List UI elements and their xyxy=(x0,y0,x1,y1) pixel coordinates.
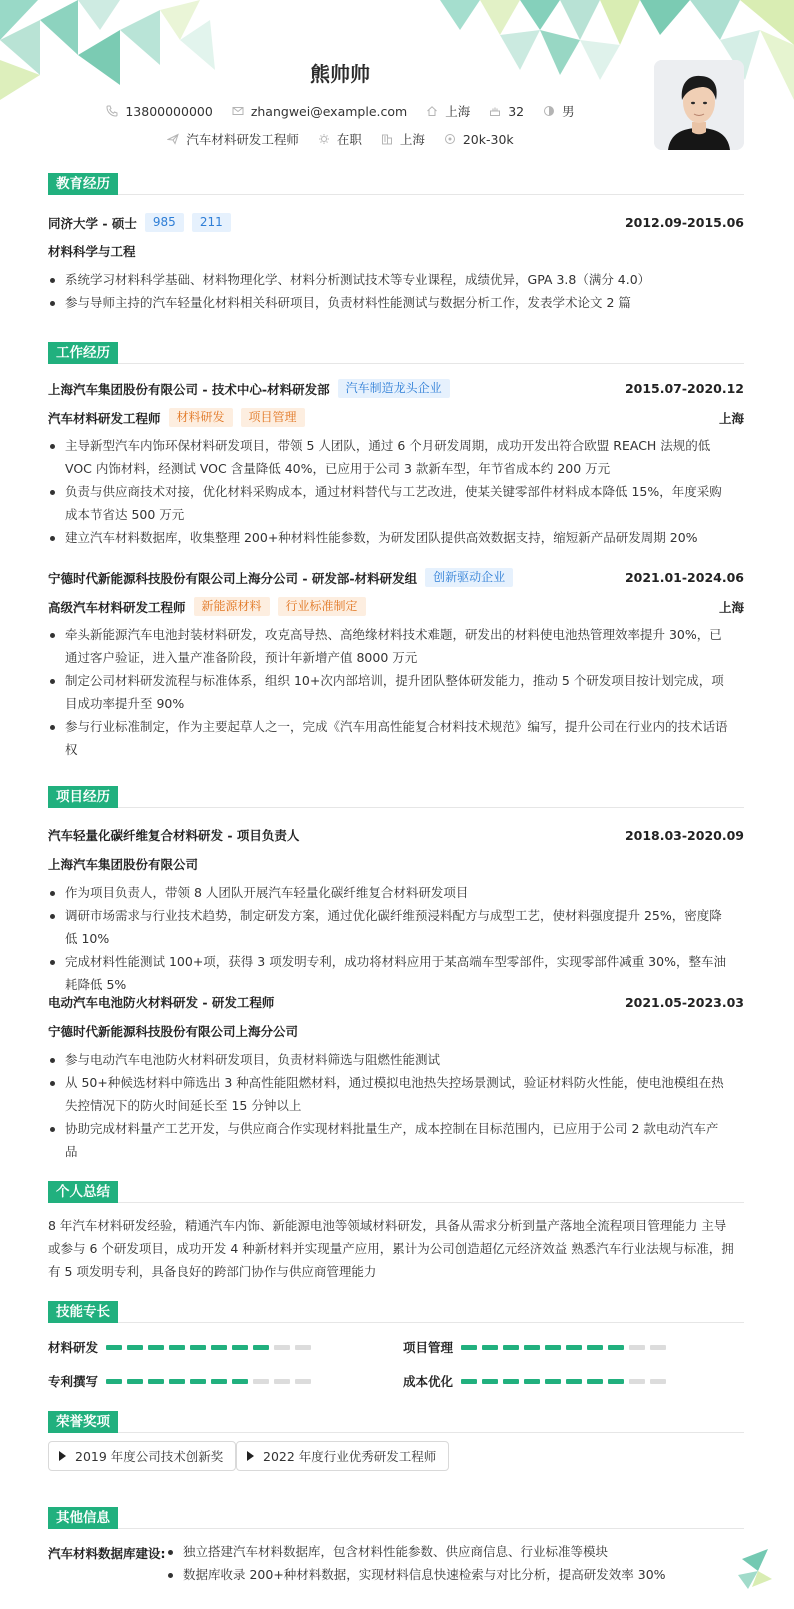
skill-segment-filled xyxy=(545,1345,561,1350)
other-section xyxy=(48,1507,744,1582)
list-item: 主导新型汽车内饰环保材料研发项目，带领 5 人团队，通过 6 个月研发周期，成功开发出符合欧盟 REACH 法规的低 VOC 内饰材料，经测试 VOC 含量降低 40%，已应用于公司 3 款新车型，年节省成本约 200 万元 xyxy=(48,434,728,480)
skill-name: 材料研发 xyxy=(48,1340,99,1355)
position-tag: 新能源材料 xyxy=(194,597,270,616)
skill-segment-filled xyxy=(608,1379,624,1384)
skill-name: 成本优化 xyxy=(403,1374,454,1389)
gender-info xyxy=(542,102,575,120)
skill-segment-empty xyxy=(629,1345,645,1350)
gender-icon xyxy=(542,104,556,118)
list-item: 协助完成材料量产工艺开发，与供应商合作实现材料批量生产，成本控制在目标范围内，已应用于公司 2 款电动汽车产品 xyxy=(48,1117,728,1163)
company-tag: 汽车制造龙头企业 xyxy=(338,379,450,398)
work-header xyxy=(48,342,744,364)
list-item: 调研市场需求与行业技术趋势，制定研发方案，通过优化碳纤维预浸料配方与成型工艺，使材料强度提升 25%，密度降低 10% xyxy=(48,904,728,950)
job-city: 上海 xyxy=(718,410,744,426)
phone-info xyxy=(105,104,212,119)
project-company: 上海汽车集团股份有限公司 xyxy=(48,857,199,872)
status-value: 在职 xyxy=(336,132,362,147)
major-name: 材料科学与工程 xyxy=(48,244,136,259)
skills-section xyxy=(48,1301,744,1389)
gender-value: 男 xyxy=(562,104,575,119)
list-item: 参与电动汽车电池防火材料研发项目，负责材料筛选与阻燃性能测试 xyxy=(48,1048,728,1071)
award-label: 2019 年度公司技术创新奖 xyxy=(75,1449,224,1464)
skill-segment-filled xyxy=(524,1379,540,1384)
project-bullets xyxy=(48,881,728,996)
skill-item xyxy=(403,1372,671,1390)
footer-decoration xyxy=(738,1549,772,1589)
skill-segment-empty xyxy=(629,1379,645,1384)
skill-segment-filled xyxy=(190,1345,206,1350)
job-bullets xyxy=(48,623,728,761)
skill-name: 专利撰写 xyxy=(48,1374,99,1389)
salary-value: 20k-30k xyxy=(462,131,514,147)
skill-segment-empty xyxy=(650,1345,666,1350)
education-section xyxy=(48,173,744,310)
list-item: 制定公司材料研发流程与标准体系，组织 10+次内部培训，提升团队整体研发能力，推动 5 个研发项目按计划完成，项目成功率提升至 90% xyxy=(48,669,728,715)
company-name: 上海汽车集团股份有限公司 - 技术中心-材料研发部 xyxy=(48,381,330,397)
skill-segment-filled xyxy=(608,1345,624,1350)
skill-segment-empty xyxy=(274,1379,290,1384)
skill-item xyxy=(403,1338,671,1356)
work-section xyxy=(48,342,744,757)
list-item: 作为项目负责人，带领 8 人团队开展汽车轻量化碳纤维复合材料研发项目 xyxy=(48,881,728,904)
skill-segment-empty xyxy=(295,1345,311,1350)
skill-segment-filled xyxy=(106,1379,122,1384)
status-info xyxy=(317,130,362,148)
skill-segment-empty xyxy=(295,1379,311,1384)
plane-icon xyxy=(166,132,180,146)
contact-row xyxy=(0,102,680,120)
list-item: 建立汽车材料数据库，收集整理 200+种材料性能参数，为研发团队提供高效数据支持，缩短新产品研发周期 20% xyxy=(48,526,728,549)
skill-segment-filled xyxy=(461,1345,477,1350)
project-company-row xyxy=(48,855,744,873)
triangle-bullet-icon xyxy=(247,1451,254,1461)
list-item: 参与行业标准制定，作为主要起草人之一，完成《汽车用高性能复合材料技术规范》编写，提升公司在行业内的技术话语权 xyxy=(48,715,728,761)
skill-segment-filled xyxy=(232,1379,248,1384)
skill-segment-filled xyxy=(148,1379,164,1384)
skill-segment-filled xyxy=(169,1379,185,1384)
skill-segment-filled xyxy=(106,1345,122,1350)
skill-segment-filled xyxy=(127,1379,143,1384)
skill-level-bar xyxy=(461,1345,671,1350)
location-value: 上海 xyxy=(445,104,471,119)
skill-item xyxy=(48,1338,316,1356)
section-title: 个人总结 xyxy=(48,1181,118,1203)
other-bullets xyxy=(166,1540,726,1586)
section-title: 其他信息 xyxy=(48,1507,118,1529)
skill-level-bar xyxy=(106,1379,316,1384)
job-intent-row xyxy=(0,130,680,148)
award-label: 2022 年度行业优秀研发工程师 xyxy=(263,1449,437,1464)
company-name: 宁德时代新能源科技股份有限公司上海分公司 - 研发部-材料研发组 xyxy=(48,570,418,586)
list-item: 从 50+种候选材料中筛选出 3 种高性能阻燃材料，通过模拟电池热失控场景测试，验证材料防火性能，使电池模组在热失控情况下的防火时间延长至 15 分钟以上 xyxy=(48,1071,728,1117)
building-icon xyxy=(380,132,394,146)
skill-segment-filled xyxy=(566,1379,582,1384)
section-title: 项目经历 xyxy=(48,786,118,808)
skill-segment-filled xyxy=(232,1345,248,1350)
summary-section xyxy=(48,1181,744,1279)
summary-header xyxy=(48,1181,744,1203)
skill-segment-filled xyxy=(482,1345,498,1350)
email-info xyxy=(231,104,407,119)
list-item: 数据库收录 200+种材料数据，实现材料信息快速检索与对比分析，提高研发效率 30% xyxy=(166,1563,726,1586)
skill-segment-empty xyxy=(253,1379,269,1384)
job-position-row xyxy=(48,408,744,427)
award-item xyxy=(236,1441,449,1471)
email-address: zhangwei@example.com xyxy=(250,103,408,119)
skill-segment-filled xyxy=(566,1345,582,1350)
school-tag: 985 xyxy=(145,213,184,232)
education-date: 2012.09-2015.06 xyxy=(624,215,744,230)
salary-info xyxy=(443,132,514,147)
project-bullets xyxy=(48,1048,728,1163)
other-header xyxy=(48,1507,744,1529)
mail-icon xyxy=(231,104,245,118)
section-title: 工作经历 xyxy=(48,342,118,364)
school-tag: 211 xyxy=(192,213,231,232)
skill-segment-filled xyxy=(461,1379,477,1384)
project-date: 2021.05-2023.03 xyxy=(624,994,744,1010)
position-name: 高级汽车材料研发工程师 xyxy=(48,599,186,615)
skill-segment-filled xyxy=(253,1345,269,1350)
section-title: 荣誉奖项 xyxy=(48,1411,118,1433)
age-value: 32 xyxy=(508,103,525,119)
list-item: 参与导师主持的汽车轻量化材料相关科研项目，负责材料性能测试与数据分析工作，发表学术论文 2 篇 xyxy=(48,291,728,314)
job-company-row xyxy=(48,568,744,587)
projects-header xyxy=(48,786,744,808)
skill-segment-filled xyxy=(545,1379,561,1384)
project-company-row xyxy=(48,1022,744,1040)
position-name: 汽车材料研发工程师 xyxy=(48,410,161,426)
job-date: 2021.01-2024.06 xyxy=(624,570,744,585)
skill-segment-filled xyxy=(503,1345,519,1350)
position-tag: 材料研发 xyxy=(169,408,233,427)
skill-segment-empty xyxy=(650,1379,666,1384)
company-tag: 创新驱动企业 xyxy=(425,568,513,587)
job-title-info xyxy=(166,130,299,148)
skill-segment-filled xyxy=(587,1379,603,1384)
skill-segment-filled xyxy=(482,1379,498,1384)
project-title-row xyxy=(48,826,744,844)
triangle-bullet-icon xyxy=(59,1451,66,1461)
skill-segment-filled xyxy=(148,1345,164,1350)
list-item: 完成材料性能测试 100+项，获得 3 项发明专利，成功将材料应用于某高端车型零部件，实现零部件减重 30%，整车油耗降低 5% xyxy=(48,950,728,996)
project-name: 汽车轻量化碳纤维复合材料研发 - 项目负责人 xyxy=(48,828,300,843)
age-info xyxy=(488,104,524,119)
status-icon xyxy=(317,132,331,146)
education-row xyxy=(48,213,744,232)
skill-segment-filled xyxy=(211,1345,227,1350)
target-city-value: 上海 xyxy=(399,132,425,147)
list-item: 负责与供应商技术对接，优化材料采购成本，通过材料替代与工艺改进，使某关键零部件材料成本降低 15%，年度采购成本节省达 500 万元 xyxy=(48,480,728,526)
resume-header xyxy=(0,0,794,160)
skill-segment-filled xyxy=(524,1345,540,1350)
awards-header xyxy=(48,1411,744,1433)
list-item: 牵头新能源汽车电池封装材料研发，攻克高导热、高绝缘材料技术难题，研发出的材料使电池热管理效率提升 30%，已通过客户验证，进入量产准备阶段，预计年新增产值 8000 万元 xyxy=(48,623,728,669)
major-row xyxy=(48,242,744,260)
salary-icon xyxy=(443,132,457,146)
candidate-name: 熊帅帅 xyxy=(310,62,370,86)
phone-number: 13800000000 xyxy=(125,103,213,119)
skill-segment-filled xyxy=(127,1345,143,1350)
education-bullets xyxy=(48,268,728,314)
project-company: 宁德时代新能源科技股份有限公司上海分公司 xyxy=(48,1024,299,1039)
skills-header xyxy=(48,1301,744,1323)
school-name: 同济大学 - 硕士 xyxy=(48,215,137,231)
skill-segment-empty xyxy=(274,1345,290,1350)
list-item: 系统学习材料科学基础、材料物理化学、材料分析测试技术等专业课程，成绩优异，GPA 3.8（满分 4.0） xyxy=(48,268,728,291)
summary-text: 8 年汽车材料研发经验，精通汽车内饰、新能源电池等领域材料研发，具备从需求分析到量产落地全流程项目管理能力 主导或参与 6 个研发项目，成功开发 4 种新材料并实现量产应用，累计为公司创造超亿元经济效益 熟悉汽车行业法规与标准，拥有 5 项发明专利，具备良好的跨部门协作与供应商管理能力 xyxy=(48,1218,734,1279)
project-date: 2018.03-2020.09 xyxy=(624,827,744,843)
section-title: 技能专长 xyxy=(48,1301,118,1323)
position-tag: 行业标准制定 xyxy=(278,597,366,616)
home-icon xyxy=(425,104,439,118)
projects-section xyxy=(48,786,744,1159)
skill-segment-filled xyxy=(587,1345,603,1350)
award-item xyxy=(48,1441,236,1471)
skill-segment-filled xyxy=(503,1379,519,1384)
skill-item xyxy=(48,1372,316,1390)
awards-section xyxy=(48,1411,744,1464)
location-info xyxy=(425,102,470,120)
job-title-value: 汽车材料研发工程师 xyxy=(186,132,299,147)
skill-level-bar xyxy=(106,1345,316,1350)
skill-name: 项目管理 xyxy=(403,1340,454,1355)
project-name: 电动汽车电池防火材料研发 - 研发工程师 xyxy=(48,995,275,1010)
skill-segment-filled xyxy=(190,1379,206,1384)
skill-segment-filled xyxy=(169,1345,185,1350)
job-date: 2015.07-2020.12 xyxy=(624,381,744,396)
age-icon xyxy=(488,104,502,118)
position-tag: 项目管理 xyxy=(241,408,305,427)
job-company-row xyxy=(48,379,744,398)
job-position-row xyxy=(48,597,744,616)
other-label: 汽车材料数据库建设: xyxy=(48,1546,166,1561)
project-title-row xyxy=(48,993,744,1011)
skill-level-bar xyxy=(461,1379,671,1384)
list-item: 独立搭建汽车材料数据库，包含材料性能参数、供应商信息、行业标准等模块 xyxy=(166,1540,726,1563)
section-title: 教育经历 xyxy=(48,173,118,195)
job-bullets xyxy=(48,434,728,549)
job-city: 上海 xyxy=(718,599,744,615)
phone-icon xyxy=(105,104,119,118)
education-header xyxy=(48,173,744,195)
target-city-info xyxy=(380,130,425,148)
avatar xyxy=(654,60,744,150)
skill-segment-filled xyxy=(211,1379,227,1384)
